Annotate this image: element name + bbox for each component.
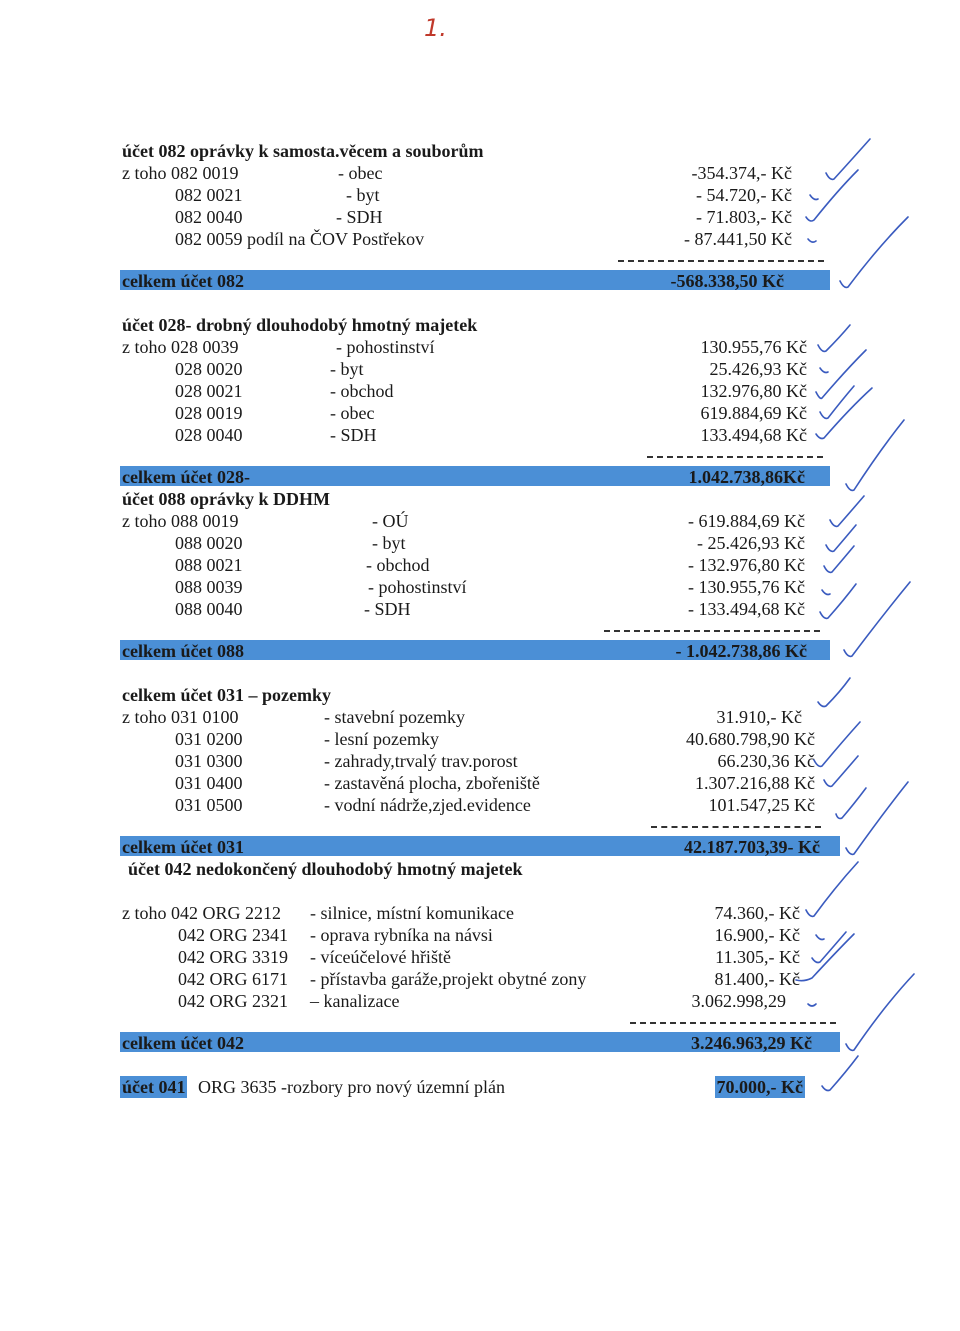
check-mark-icon [826,525,856,551]
s042-row-code: 042 ORG 2341 [178,925,289,945]
s041-label: účet 041 [122,1077,186,1097]
s041-amount: 70.000,- Kč [716,1077,803,1097]
s028-row-code: 028 0040 [175,425,243,445]
s042-row-desc: - přístavba garáže,projekt obytné zony [310,969,587,989]
s042-row-code: 042 ORG 2321 [178,991,289,1011]
check-mark-icon [796,934,854,981]
s042-row-desc: - víceúčelové hřiště [310,947,451,967]
s031-row-code: 031 0400 [175,773,243,793]
s088-row-code: 088 0020 [175,533,243,553]
s031-row-amount: 1.307.216,88 Kč [695,773,815,793]
s088-row-amount: - 130.955,76 Kč [688,577,805,597]
s082-row-code: 082 0040 [175,207,243,227]
s082-row-code: 082 0021 [175,185,243,205]
s082-row-desc: - obec [338,163,383,183]
check-mark-icon [816,350,866,398]
s042-row-amount: 74.360,- Kč [714,903,800,923]
s028-row-desc: - obchod [330,381,394,401]
s042-total-label: celkem účet 042 [122,1033,244,1053]
check-mark-icon [814,722,860,766]
s028-row-amount: 619.884,69 Kč [700,403,807,423]
s088-row-amount: - 132.976,80 Kč [688,555,805,575]
s028-row-code: 028 0021 [175,381,243,401]
s028-row-desc: - pohostinství [336,337,435,357]
check-mark-icon [830,496,864,526]
s082-row-amount: -354.374,- Kč [691,163,792,183]
s042-row-desc: – kanalizace [310,991,400,1011]
check-mark-icon [820,368,828,373]
s088-row-desc: - OÚ [372,511,409,531]
s031-row-code: 031 0500 [175,795,243,815]
s028-row-desc: - SDH [330,425,377,445]
check-mark-icon [806,862,858,916]
check-mark-icon [824,546,854,572]
check-mark-icon [846,420,904,490]
check-mark-icon [816,388,872,439]
s088-row-desc: - byt [372,533,406,553]
s088-row-code: z toho 088 0019 [122,511,239,531]
s082-row-amount: - 54.720,- Kč [696,185,792,205]
check-mark-icon [846,782,908,854]
check-mark-icon [846,974,914,1050]
s028-row-code: z toho 028 0039 [122,337,239,357]
s028-total-amount: 1.042.738,86Kč [688,467,805,487]
s042-row-code: 042 ORG 3319 [178,947,289,967]
s088-separator [604,630,820,632]
s042-row-code: z toho 042 ORG 2212 [122,903,281,923]
s088-row-amount: - 133.494,68 Kč [688,599,805,619]
s031-row-desc: - lesní pozemky [324,729,439,749]
s031-row-desc: - vodní nádrže,zjed.evidence [324,795,531,815]
s082-row-amount: - 87.441,50 Kč [684,229,792,249]
check-mark-icon [836,788,866,819]
check-mark-icon [840,217,908,287]
s031-row-code: 031 0300 [175,751,243,771]
s028-row-amount: 133.494,68 Kč [700,425,807,445]
s031-row-amount: 66.230,36 Kč [717,751,815,771]
s031-row-code: z toho 031 0100 [122,707,239,727]
s042-separator [630,1022,836,1024]
check-mark-icon [826,139,870,179]
section-028-title: účet 028- drobný dlouhodobý hmotný majetek [122,315,478,335]
s028-row-code: 028 0019 [175,403,243,423]
s031-row-desc: - zastavěná plocha, zbořeniště [324,773,540,793]
s088-row-desc: - obchod [366,555,430,575]
check-mark-icon [822,1056,858,1091]
s088-row-amount: - 25.426,93 Kč [697,533,805,553]
s041-desc: ORG 3635 -rozbory pro nový územní plán [198,1077,505,1097]
check-mark-icon [820,386,854,418]
s088-row-code: 088 0021 [175,555,243,575]
check-mark-icon [808,239,816,242]
s082-row-amount: - 71.803,- Kč [696,207,792,227]
s031-row-desc: - zahrady,trvalý trav.porost [324,751,518,771]
check-mark-icon [810,195,818,200]
check-mark-icon [820,584,856,618]
s088-row-amount: - 619.884,69 Kč [688,511,805,531]
section-031-title: celkem účet 031 – pozemky [122,685,331,705]
check-mark-icon [824,756,858,786]
s028-row-desc: - byt [330,359,364,379]
s031-separator [651,826,821,828]
check-mark-icon [818,678,850,707]
check-mark-icon [812,932,846,963]
s028-row-code: 028 0020 [175,359,243,379]
s028-row-desc: - obec [330,403,375,423]
page-number-mark: 1. [424,14,447,42]
s088-row-code: 088 0039 [175,577,243,597]
s082-total-amount: -568.338,50 Kč [670,271,784,291]
s042-row-amount: 81.400,- Kč [714,969,800,989]
s082-total-label: celkem účet 082 [122,271,244,291]
s088-row-desc: - pohostinství [368,577,467,597]
check-mark-icon [808,1004,816,1006]
s088-total-amount: - 1.042.738,86 Kč [675,641,807,661]
s088-total-label: celkem účet 088 [122,641,244,661]
s042-row-code: 042 ORG 6171 [178,969,289,989]
s031-row-amount: 40.680.798,90 Kč [686,729,815,749]
s031-row-code: 031 0200 [175,729,243,749]
s031-row-amount: 101.547,25 Kč [708,795,815,815]
s042-row-amount: 16.900,- Kč [714,925,800,945]
s082-row-desc: - SDH [336,207,383,227]
s042-row-amount: 11.305,- Kč [715,947,800,967]
s031-total-amount: 42.187.703,39- Kč [684,837,820,857]
check-mark-icon [818,325,850,351]
s028-row-amount: 25.426,93 Kč [709,359,807,379]
s088-row-desc: - SDH [364,599,411,619]
s028-row-amount: 130.955,76 Kč [700,337,807,357]
s082-row-code: 082 0059 podíl na ČOV Postřekov [175,229,425,249]
s028-total-label: celkem účet 028- [122,467,250,487]
s042-row-amount: 3.062.998,29 [691,991,786,1011]
s031-row-desc: - stavební pozemky [324,707,465,727]
s031-total-label: celkem účet 031 [122,837,244,857]
s082-row-desc: - byt [346,185,380,205]
s042-total-amount: 3.246.963,29 Kč [691,1033,812,1053]
s028-separator [647,456,823,458]
s042-row-desc: - oprava rybníka na návsi [310,925,493,945]
s088-row-code: 088 0040 [175,599,243,619]
section-042-title: účet 042 nedokončený dlouhodobý hmotný majetek [128,859,523,879]
check-mark-icon [844,582,910,656]
section-088-title: účet 088 oprávky k DDHM [122,489,330,509]
s082-row-code: z toho 082 0019 [122,163,239,183]
check-mark-icon [816,935,824,940]
s042-row-desc: - silnice, místní komunikace [310,903,514,923]
s031-row-amount: 31.910,- Kč [716,707,802,727]
check-mark-icon [822,590,830,595]
s028-row-amount: 132.976,80 Kč [700,381,807,401]
check-mark-icon [806,170,858,221]
section-082-title: účet 082 oprávky k samosta.věcem a souborům [122,141,484,161]
s082-separator [618,260,824,262]
